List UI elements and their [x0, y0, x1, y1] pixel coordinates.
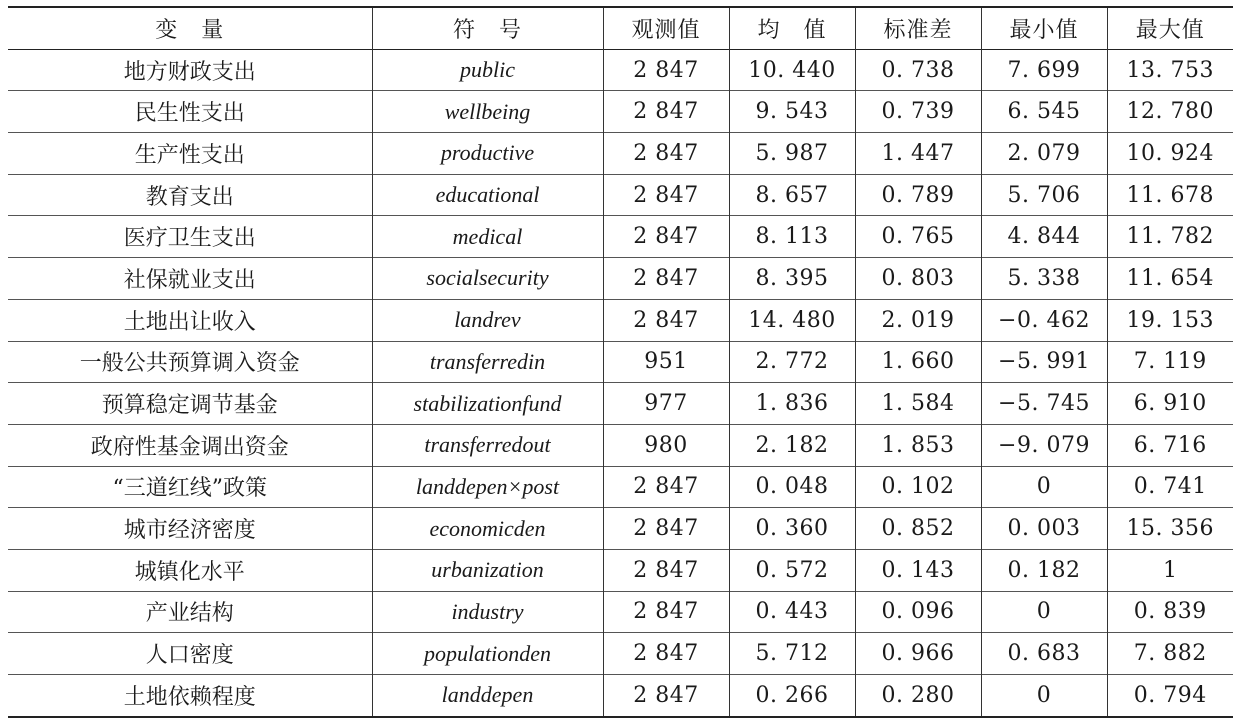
variable-cell: 医疗卫生支出: [8, 216, 372, 258]
table-header: [8, 7, 1233, 49]
symbol-cell: populationden: [372, 633, 603, 675]
variable-cell: “三道红线”政策: [8, 466, 372, 508]
std-dev-cell: 0. 966: [855, 633, 981, 675]
symbol-cell: landdepen: [372, 675, 603, 717]
variable-cell: 土地依赖程度: [8, 675, 372, 717]
mean-cell: 0. 048: [729, 466, 855, 508]
max-cell: 12. 780: [1107, 91, 1233, 133]
observations-cell: 2 847: [603, 549, 729, 591]
max-cell: 19. 153: [1107, 299, 1233, 341]
header-min: 最小值: [981, 7, 1107, 49]
symbol-cell: economicden: [372, 508, 603, 550]
variable-cell: 产业结构: [8, 591, 372, 633]
variable-cell: 教育支出: [8, 174, 372, 216]
max-cell: 11. 678: [1107, 174, 1233, 216]
table-row: [8, 549, 1233, 591]
symbol-cell: wellbeing: [372, 91, 603, 133]
std-dev-cell: 0. 143: [855, 549, 981, 591]
variable-cell: 政府性基金调出资金: [8, 424, 372, 466]
std-dev-cell: 0. 765: [855, 216, 981, 258]
min-cell: 0. 683: [981, 633, 1107, 675]
max-cell: 7. 882: [1107, 633, 1233, 675]
variable-cell: 土地出让收入: [8, 299, 372, 341]
max-cell: 13. 753: [1107, 49, 1233, 91]
std-dev-cell: 1. 853: [855, 424, 981, 466]
max-cell: 6. 910: [1107, 383, 1233, 425]
max-cell: 6. 716: [1107, 424, 1233, 466]
observations-cell: 980: [603, 424, 729, 466]
observations-cell: 2 847: [603, 49, 729, 91]
max-cell: 15. 356: [1107, 508, 1233, 550]
observations-cell: 2 847: [603, 633, 729, 675]
min-cell: 0. 003: [981, 508, 1107, 550]
observations-cell: 2 847: [603, 258, 729, 300]
std-dev-cell: 0. 280: [855, 675, 981, 717]
std-dev-cell: 0. 852: [855, 508, 981, 550]
symbol-cell: transferredin: [372, 341, 603, 383]
max-cell: 11. 782: [1107, 216, 1233, 258]
table-row: [8, 466, 1233, 508]
descriptive-statistics-table: [8, 6, 1233, 718]
min-cell: 5. 338: [981, 258, 1107, 300]
observations-cell: 951: [603, 341, 729, 383]
table-row: [8, 133, 1233, 175]
min-cell: −5. 991: [981, 341, 1107, 383]
table-row: [8, 675, 1233, 717]
table-row: [8, 591, 1233, 633]
table-row: [8, 424, 1233, 466]
mean-cell: 8. 395: [729, 258, 855, 300]
symbol-cell: landrev: [372, 299, 603, 341]
symbol-cell: landdepen×post: [372, 466, 603, 508]
max-cell: 11. 654: [1107, 258, 1233, 300]
min-cell: −5. 745: [981, 383, 1107, 425]
variable-cell: 生产性支出: [8, 133, 372, 175]
variable-cell: 城镇化水平: [8, 549, 372, 591]
mean-cell: 2. 772: [729, 341, 855, 383]
variable-cell: 地方财政支出: [8, 49, 372, 91]
table-row: [8, 299, 1233, 341]
observations-cell: 2 847: [603, 591, 729, 633]
variable-cell: 一般公共预算调入资金: [8, 341, 372, 383]
max-cell: 0. 839: [1107, 591, 1233, 633]
std-dev-cell: 0. 803: [855, 258, 981, 300]
symbol-cell: urbanization: [372, 549, 603, 591]
mean-cell: 1. 836: [729, 383, 855, 425]
table-row: [8, 258, 1233, 300]
table-row: [8, 49, 1233, 91]
mean-cell: 0. 360: [729, 508, 855, 550]
min-cell: 0. 182: [981, 549, 1107, 591]
min-cell: 4. 844: [981, 216, 1107, 258]
header-observations: 观测值: [603, 7, 729, 49]
table-row: [8, 341, 1233, 383]
min-cell: −0. 462: [981, 299, 1107, 341]
table-row: [8, 633, 1233, 675]
mean-cell: 8. 113: [729, 216, 855, 258]
min-cell: −9. 079: [981, 424, 1107, 466]
table-row: [8, 508, 1233, 550]
mean-cell: 2. 182: [729, 424, 855, 466]
max-cell: 10. 924: [1107, 133, 1233, 175]
max-cell: 0. 794: [1107, 675, 1233, 717]
header-std-dev: 标准差: [855, 7, 981, 49]
variable-cell: 人口密度: [8, 633, 372, 675]
variable-cell: 预算稳定调节基金: [8, 383, 372, 425]
std-dev-cell: 1. 660: [855, 341, 981, 383]
observations-cell: 2 847: [603, 91, 729, 133]
observations-cell: 2 847: [603, 133, 729, 175]
min-cell: 5. 706: [981, 174, 1107, 216]
max-cell: 0. 741: [1107, 466, 1233, 508]
mean-cell: 0. 572: [729, 549, 855, 591]
variable-cell: 城市经济密度: [8, 508, 372, 550]
observations-cell: 2 847: [603, 675, 729, 717]
symbol-cell: productive: [372, 133, 603, 175]
observations-cell: 2 847: [603, 216, 729, 258]
std-dev-cell: 2. 019: [855, 299, 981, 341]
std-dev-cell: 0. 789: [855, 174, 981, 216]
min-cell: 6. 545: [981, 91, 1107, 133]
max-cell: 1: [1107, 549, 1233, 591]
min-cell: 7. 699: [981, 49, 1107, 91]
table-body: [8, 49, 1233, 717]
mean-cell: 5. 712: [729, 633, 855, 675]
symbol-cell: socialsecurity: [372, 258, 603, 300]
min-cell: 0: [981, 591, 1107, 633]
observations-cell: 2 847: [603, 466, 729, 508]
observations-cell: 2 847: [603, 174, 729, 216]
table-row: [8, 91, 1233, 133]
header-max: 最大值: [1107, 7, 1233, 49]
mean-cell: 14. 480: [729, 299, 855, 341]
mean-cell: 0. 266: [729, 675, 855, 717]
header-mean: 均 值: [729, 7, 855, 49]
symbol-cell: transferredout: [372, 424, 603, 466]
table-row: [8, 174, 1233, 216]
std-dev-cell: 1. 584: [855, 383, 981, 425]
observations-cell: 2 847: [603, 299, 729, 341]
mean-cell: 10. 440: [729, 49, 855, 91]
std-dev-cell: 0. 096: [855, 591, 981, 633]
header-variable: 变 量: [8, 7, 372, 49]
mean-cell: 9. 543: [729, 91, 855, 133]
std-dev-cell: 0. 739: [855, 91, 981, 133]
header-symbol: 符 号: [372, 7, 603, 49]
symbol-cell: public: [372, 49, 603, 91]
symbol-cell: stabilizationfund: [372, 383, 603, 425]
observations-cell: 977: [603, 383, 729, 425]
symbol-cell: industry: [372, 591, 603, 633]
observations-cell: 2 847: [603, 508, 729, 550]
variable-cell: 社保就业支出: [8, 258, 372, 300]
symbol-cell: medical: [372, 216, 603, 258]
mean-cell: 0. 443: [729, 591, 855, 633]
min-cell: 0: [981, 675, 1107, 717]
std-dev-cell: 0. 102: [855, 466, 981, 508]
header-row: [8, 7, 1233, 49]
min-cell: 0: [981, 466, 1107, 508]
variable-cell: 民生性支出: [8, 91, 372, 133]
symbol-cell: educational: [372, 174, 603, 216]
std-dev-cell: 1. 447: [855, 133, 981, 175]
std-dev-cell: 0. 738: [855, 49, 981, 91]
mean-cell: 8. 657: [729, 174, 855, 216]
mean-cell: 5. 987: [729, 133, 855, 175]
max-cell: 7. 119: [1107, 341, 1233, 383]
min-cell: 2. 079: [981, 133, 1107, 175]
table-row: [8, 383, 1233, 425]
table-row: [8, 216, 1233, 258]
